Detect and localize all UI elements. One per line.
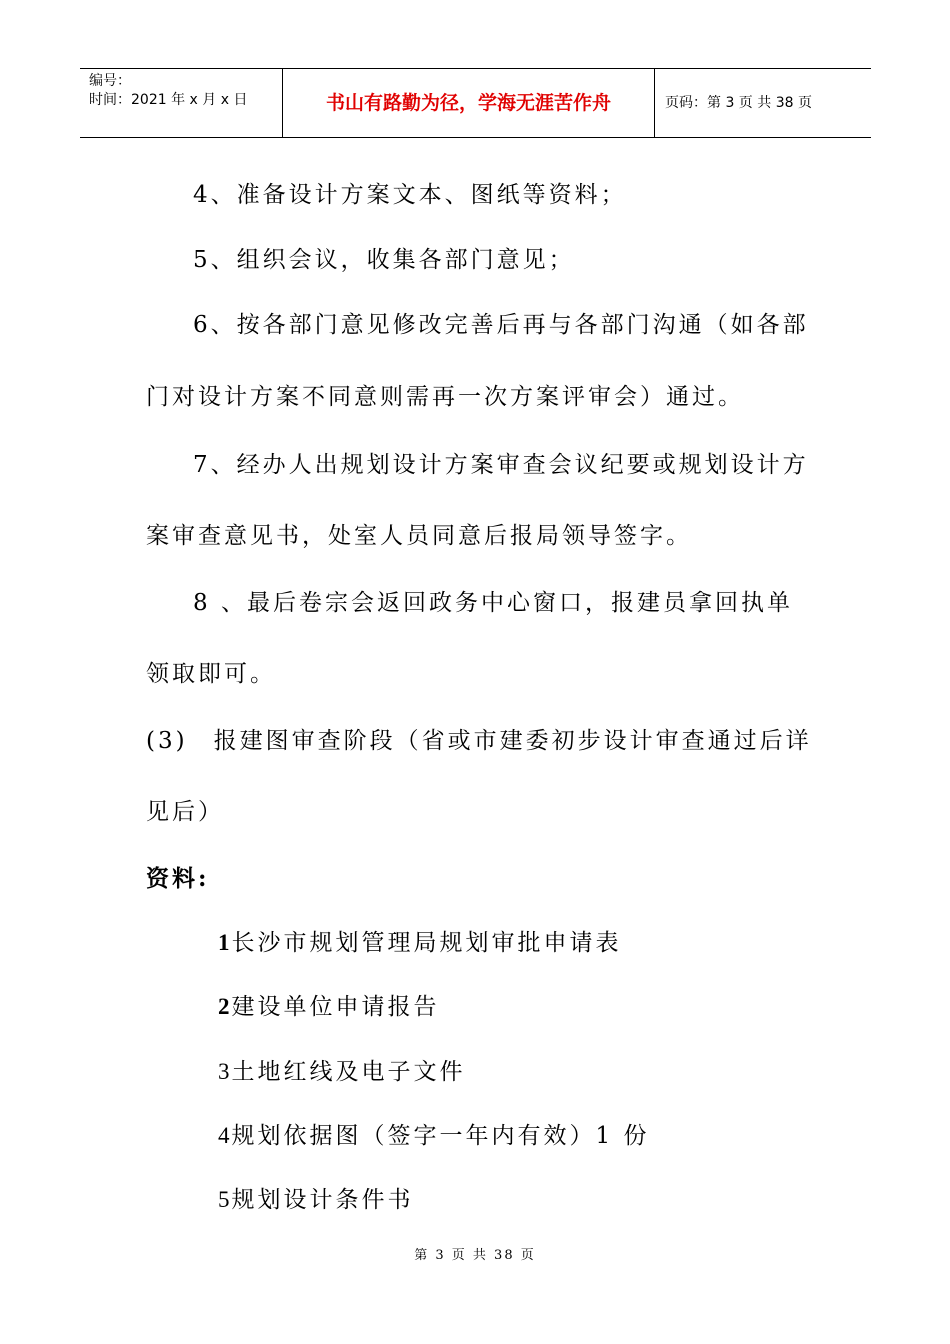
material-item: [218, 1185, 414, 1215]
step-7-line-1: 7、经办人出规划设计方案审查会议纪要或规划设计方: [193, 452, 809, 478]
material-text: 规划设计条件书: [231, 1187, 414, 1213]
step-4: 4、准备设计方案文本、图纸等资料；: [193, 182, 627, 208]
section-3-line-2: 见后）: [146, 799, 224, 825]
number-label: 编号：: [89, 73, 131, 89]
material-text: 土地红线及电子文件: [231, 1059, 466, 1085]
step-6-line-2: 门对设计方案不同意则需再一次方案评审会）通过。: [146, 384, 744, 410]
header-meta: [80, 69, 282, 137]
material-number: 1: [218, 930, 230, 955]
material-number: 3: [218, 1059, 230, 1084]
page-header: [80, 68, 871, 138]
material-item: [218, 928, 622, 958]
material-item: [218, 1057, 466, 1087]
step-7-line-2: 案审查意见书，处室人员同意后报局领导签字。: [146, 523, 692, 549]
material-text: 规划依据图（签字一年内有效）1 份: [231, 1123, 650, 1149]
header-motto: 书山有路勤为径，学海无涯苦作舟: [282, 69, 655, 137]
material-text: 长沙市规划管理局规划审批申请表: [231, 930, 622, 956]
section-3-line-1: (3) 报建图审查阶段（省或市建委初步设计审查通过后详: [146, 728, 812, 754]
step-5: 5、组织会议，收集各部门意见；: [193, 247, 575, 273]
material-number: 4: [218, 1123, 230, 1148]
material-number: 2: [218, 994, 230, 1019]
materials-heading: 资料:: [146, 865, 210, 892]
header-page-info: 页码：第 3 页 共 38 页: [665, 95, 812, 111]
material-text: 建设单位申请报告: [231, 994, 440, 1020]
material-number: 5: [218, 1187, 230, 1212]
step-8-line-2: 领取即可。: [146, 661, 276, 687]
time-label: 时间：2021 年 x 月 x 日: [89, 92, 248, 108]
step-6-line-1: 6、按各部门意见修改完善后再与各部门沟通（如各部: [193, 312, 809, 338]
page-footer: 第 3 页 共 38 页: [414, 1248, 536, 1263]
material-item: [218, 992, 440, 1022]
step-8-line-1: 8 、最后卷宗会返回政务中心窗口，报建员拿回执单: [193, 590, 793, 616]
material-item: [218, 1121, 649, 1151]
